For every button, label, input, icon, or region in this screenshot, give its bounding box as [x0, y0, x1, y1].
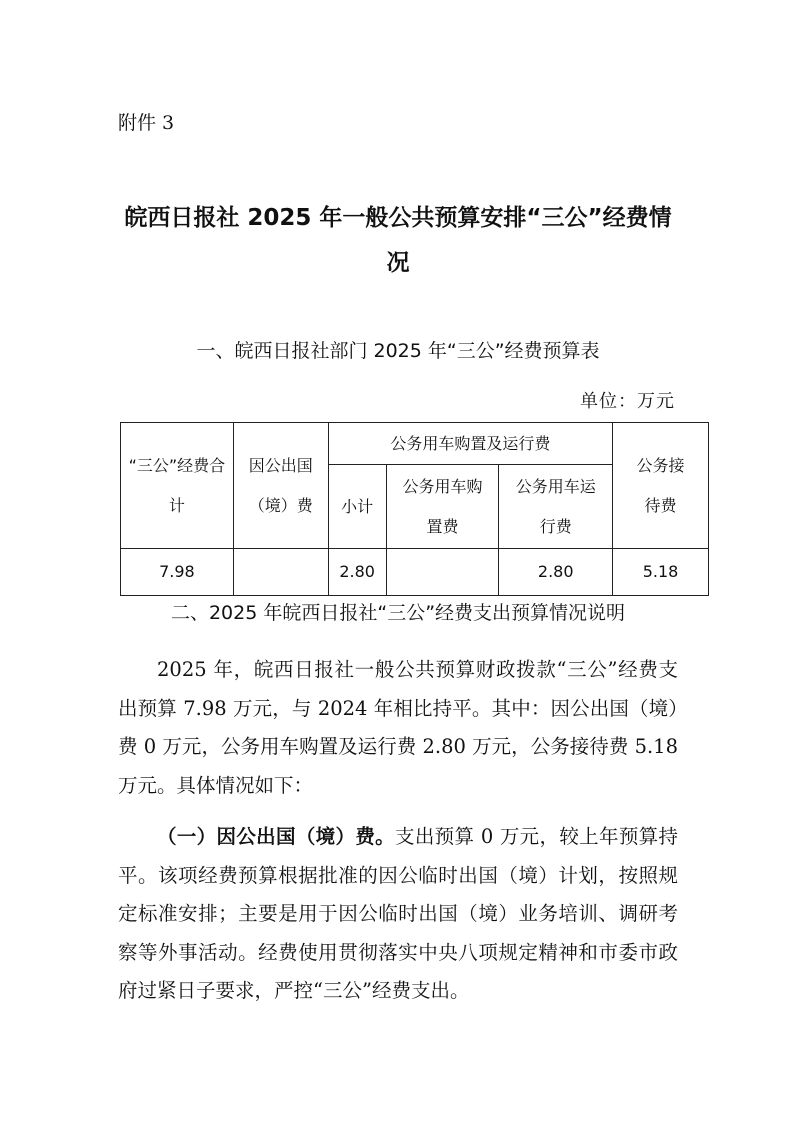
section2-heading: 二、2025 年皖西日报社“三公”经费支出预算情况说明 — [170, 602, 626, 624]
document-title: 皖西日报社 2025 年一般公共预算安排“三公”经费情况 — [124, 205, 672, 276]
paragraph-summary: 2025 年，皖西日报社一般公共预算财政拨款“三公”经费支出预算 7.98 万元，与 2024 年相比持平。其中：因公出国（境）费 0 万元，公务用车购置及运行费 2.80 万元，公务接待费 5.18 万元。具体情况如下： — [118, 658, 678, 797]
header-reception: 公务接待费 — [613, 423, 709, 549]
section1-heading: 一、皖西日报社部门 2025 年“三公”经费预算表 — [196, 340, 600, 362]
header-total: “三公”经费合计 — [121, 423, 234, 549]
attachment-label: 附件 3 — [118, 112, 175, 134]
cell-reception: 5.18 — [613, 549, 709, 596]
budget-table — [120, 422, 709, 596]
header-vehicle-operation: 公务用车运行费 — [499, 465, 613, 549]
cell-vehicle-purchase — [386, 549, 499, 596]
cell-total: 7.98 — [121, 549, 234, 596]
paragraph-abroad-heading: （一）因公出国（境）费。 — [157, 825, 396, 848]
cell-abroad — [233, 549, 328, 596]
header-vehicle-purchase: 公务用车购置费 — [386, 465, 499, 549]
header-subtotal: 小计 — [328, 465, 386, 549]
unit-label: 单位：万元 — [580, 391, 675, 412]
header-vehicle-group: 公务用车购置及运行费 — [328, 423, 612, 465]
cell-vehicle-operation: 2.80 — [499, 549, 613, 596]
paragraph-abroad-body: 支出预算 0 万元，较上年预算持平。该项经费预算根据批准的因公临时出国（境）计划，按照规定标准安排；主要是用于因公临时出国（境）业务培训、调研考察等外事活动。经费使用贯彻落实中央八项规定精神和市委市政府过紧日子要求，严控“三公”经费支出。 — [118, 825, 678, 1002]
paragraph-abroad — [118, 818, 678, 1011]
cell-subtotal: 2.80 — [328, 549, 386, 596]
header-abroad: 因公出国（境）费 — [233, 423, 328, 549]
